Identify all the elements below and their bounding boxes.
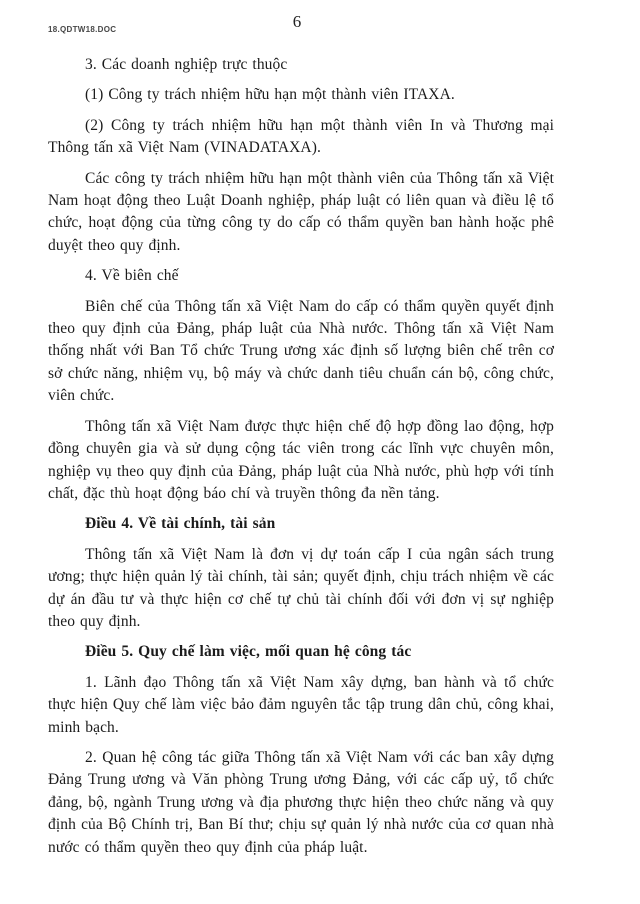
document-body: [48, 54, 554, 867]
paragraph: Biên chế của Thông tấn xã Việt Nam do cấp có thẩm quyền quyết định theo quy định của Đảng, pháp luật của Nhà nước. Thông tấn xã Việt Nam thống nhất với Ban Tổ chức Trung ương xác định số lượng biên chế trên cơ sở chức năng, nhiệm vụ, bộ máy và chức danh tiêu chuẩn cán bộ, công chức, viên chức.: [48, 297, 554, 405]
paragraph: Thông tấn xã Việt Nam là đơn vị dự toán cấp I của ngân sách trung ương; thực hiện quản lý tài chính, tài sản; quyết định, chịu trách nhiệm về các dự án đầu tư và thực hiện cơ chế tự chủ tài chính đối với đơn vị sự nghiệp theo quy định.: [48, 545, 554, 630]
paragraph: 4. Về biên chế: [85, 267, 179, 285]
doc-ref: 18.QDTW18.DOC: [48, 25, 117, 34]
section-heading: Điều 5. Quy chế làm việc, mối quan hệ công tác: [85, 643, 412, 661]
paragraph: 1. Lãnh đạo Thông tấn xã Việt Nam xây dựng, ban hành và tổ chức thực hiện Quy chế làm việc bảo đảm nguyên tắc tập trung dân chủ, công khai, minh bạch.: [48, 673, 554, 736]
paragraph: 3. Các doanh nghiệp trực thuộc: [85, 56, 288, 73]
paragraph: (1) Công ty trách nhiệm hữu hạn một thành viên ITAXA.: [85, 86, 455, 104]
page-number: 6: [292, 12, 302, 31]
paragraph: (2) Công ty trách nhiệm hữu hạn một thành viên In và Thương mại Thông tấn xã Việt Nam (VINADATAXA).: [48, 116, 554, 157]
paragraph: 2. Quan hệ công tác giữa Thông tấn xã Việt Nam với các ban xây dựng Đảng Trung ương và Văn phòng Trung ương Đảng, với các cấp uỷ, tổ chức đảng, bộ, ngành Trung ương và địa phương thực hiện theo chức năng và quy định của Bộ Chính trị, Ban Bí thư; chịu sự quản lý nhà nước của cơ quan nhà nước có thẩm quyền theo quy định của pháp luật.: [48, 748, 554, 856]
section-heading: Điều 4. Về tài chính, tài sản: [85, 515, 276, 533]
paragraph: Các công ty trách nhiệm hữu hạn một thành viên của Thông tấn xã Việt Nam hoạt động theo Luật Doanh nghiệp, pháp luật có liên quan và điều lệ tổ chức, hoạt động của từng công ty do cấp có thẩm quyền ban hành hoặc phê duyệt theo quy định.: [48, 169, 554, 254]
paragraph: Thông tấn xã Việt Nam được thực hiện chế độ hợp đồng lao động, hợp đồng chuyên gia và sử dụng cộng tác viên trong các lĩnh vực chuyên môn, nghiệp vụ theo quy định của Đảng, pháp luật của Nhà nước, phù hợp với tính chất, đặc thù hoạt động báo chí và truyền thông đa nền tảng.: [48, 417, 554, 502]
